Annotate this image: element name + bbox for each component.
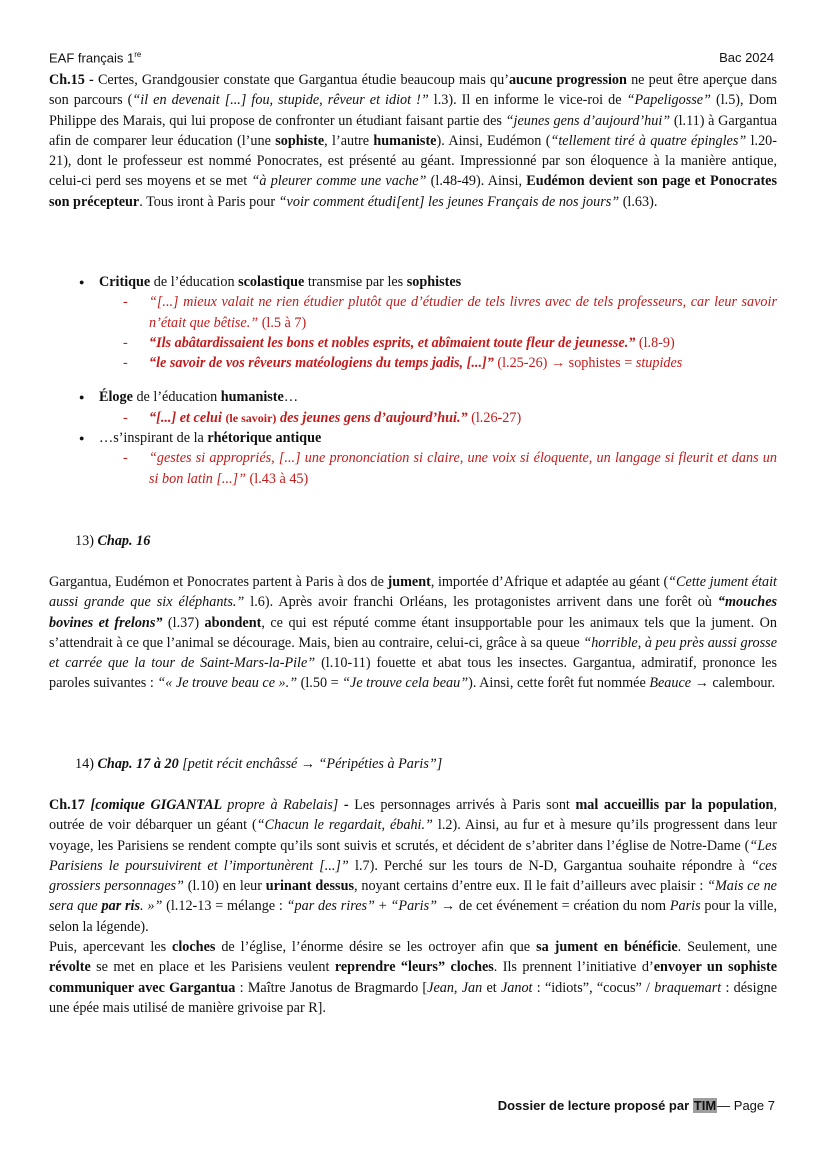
- exam-label: Bac 2024: [719, 50, 774, 65]
- list-item: - “Ils abâtardissaient les bons et nobles esprits, et abîmaient toute fleur de jeunesse.” (l.8-9): [123, 334, 675, 351]
- tim-logo: TIM: [693, 1098, 717, 1113]
- page-header: [49, 50, 774, 70]
- page-footer: Dossier de lecture proposé par TIM— Page 7: [497, 1098, 775, 1113]
- section-heading-13: 13) Chap. 16: [75, 533, 151, 549]
- list-item: ● Éloge de l’éducation humaniste…: [49, 387, 777, 407]
- chapter-15-summary: Ch.15 - Certes, Grandgousier constate que Gargantua étudie beaucoup mais qu’aucune progression ne peut être aperçue dans son parcours (“il en devenait [...] fou, stupide, rêveur et idiot !” l.3). Il en informe le vice-roi de “Papeligosse” (l.5), Dom Philippe des Marais, qui lui propose de confronter un étudiant faisant partie des “jeunes gens d’aujourd’hui” (l.11) à Gargantua afin de comparer leur éducation (l’une sophiste, l’autre humaniste). Ainsi, Eudémon (“tellement tiré à quatre épingles” l.20-21), dont le professeur est nommé Ponocrates, est présenté au géant. Impressionné par son éloquence à la manière antique, celui-ci perd ses moyens et se met “à pleurer comme une vache” (l.48-49). Ainsi, Eudémon devient son page et Ponocrates son précepteur. Tous iront à Paris pour “voir comment étudi[ent] les jeunes Français de nos jours” (l.63).: [49, 72, 778, 210]
- list-item: - “[...] mieux valait ne rien étudier plutôt que d’étudier de tels livres avec de tels professeurs, car leur savoir n’était que bêtise.” (l.5 à 7): [123, 294, 777, 331]
- list-item: ● …s’inspirant de la rhétorique antique: [49, 428, 777, 448]
- chapter-17-summary: Ch.17 [comique GIGANTAL propre à Rabelais] - Les personnages arrivés à Paris sont mal accueillis par la population, outrée de voir débarquer un géant (“Chacun le regardait, ébahi.” l.2). Ainsi, au fur et à mesure qu’ils progressent dans leur voyage, les Parisiens se rendent compte qu’ils sont suivis et scrutés, et décident de s’abriter dans l’église de Notre-Dame (“Les Parisiens le poursuivirent et l’importunèrent [...]” l.7). Perché sur les tours de N-D, Gargantua souhaite répondre à “ces grossiers personnages” (l.10) en leur urinant dessus, noyant certains d’entre eux. Il le fait d’ailleurs avec plaisir : “Mais ce ne sera que par ris. »” (l.12-13 = mélange : “par des rires” + “Paris” → de cet événement = création du nom Paris pour la ville, selon la légende). Puis, apercevant les cloches de l’église, l’énorme désire se les octroyer afin que sa jument en bénéficie. Seulement, une révolte se met en place et les Parisiens veulent reprendre “leurs” cloches. Ils prennent l’initiative d’envoyer un sophiste communiquer avec Gargantua : Maître Janotus de Bragmardo [Jean, Jan et Janot : “idiots”, “cocus” / braquemart : désigne une épée mais utilisé de manière grivoise par R].: [49, 797, 778, 1016]
- subject-label: EAF français 1re: [49, 50, 142, 66]
- section-heading-14: 14) Chap. 17 à 20 [petit récit enchâssé → “Péripéties à Paris”]: [75, 756, 443, 772]
- list-item: - “le savoir de vos rêveurs matéologiens du temps jadis, [...]” (l.25-26) → sophistes = stupides: [123, 355, 683, 372]
- analysis-bullets: [49, 272, 777, 489]
- list-item: ● Critique de l’éducation scolastique transmise par les sophistes: [49, 272, 777, 292]
- chapter-16-summary: Gargantua, Eudémon et Ponocrates partent à Paris à dos de jument, importée d’Afrique et adaptée au géant (“Cette jument était aussi grande que six éléphants.” l.6). Après avoir franchi Orléans, les protagonistes arrivent dans une forêt où “mouches bovines et frelons” (l.37) abondent, ce qui est réputé comme étant insupportable pour les animaux tels que la jument. On s’attendrait à ce que l’animal se décourage. Mais, bien au contraire, celui-ci, grâce à sa queue “horrible, à peu près aussi grosse et carrée que la tour de Saint-Mars-la-Pile” (l.10-11) fouette et abat tous les insectes. Gargantua, admiratif, prononce les paroles suivantes : “« Je trouve beau ce ».” (l.50 = “Je trouve cela beau”). Ainsi, cette forêt fut nommée Beauce → calembour.: [49, 574, 778, 692]
- list-item: - “gestes si appropriés, [...] une prononciation si claire, une voix si éloquente, un langage si fleurit et dans un si bon latin [...]” (l.43 à 45): [123, 450, 777, 487]
- list-item: - “[...] et celui (le savoir) des jeunes gens d’aujourd’hui.” (l.26-27): [123, 409, 522, 426]
